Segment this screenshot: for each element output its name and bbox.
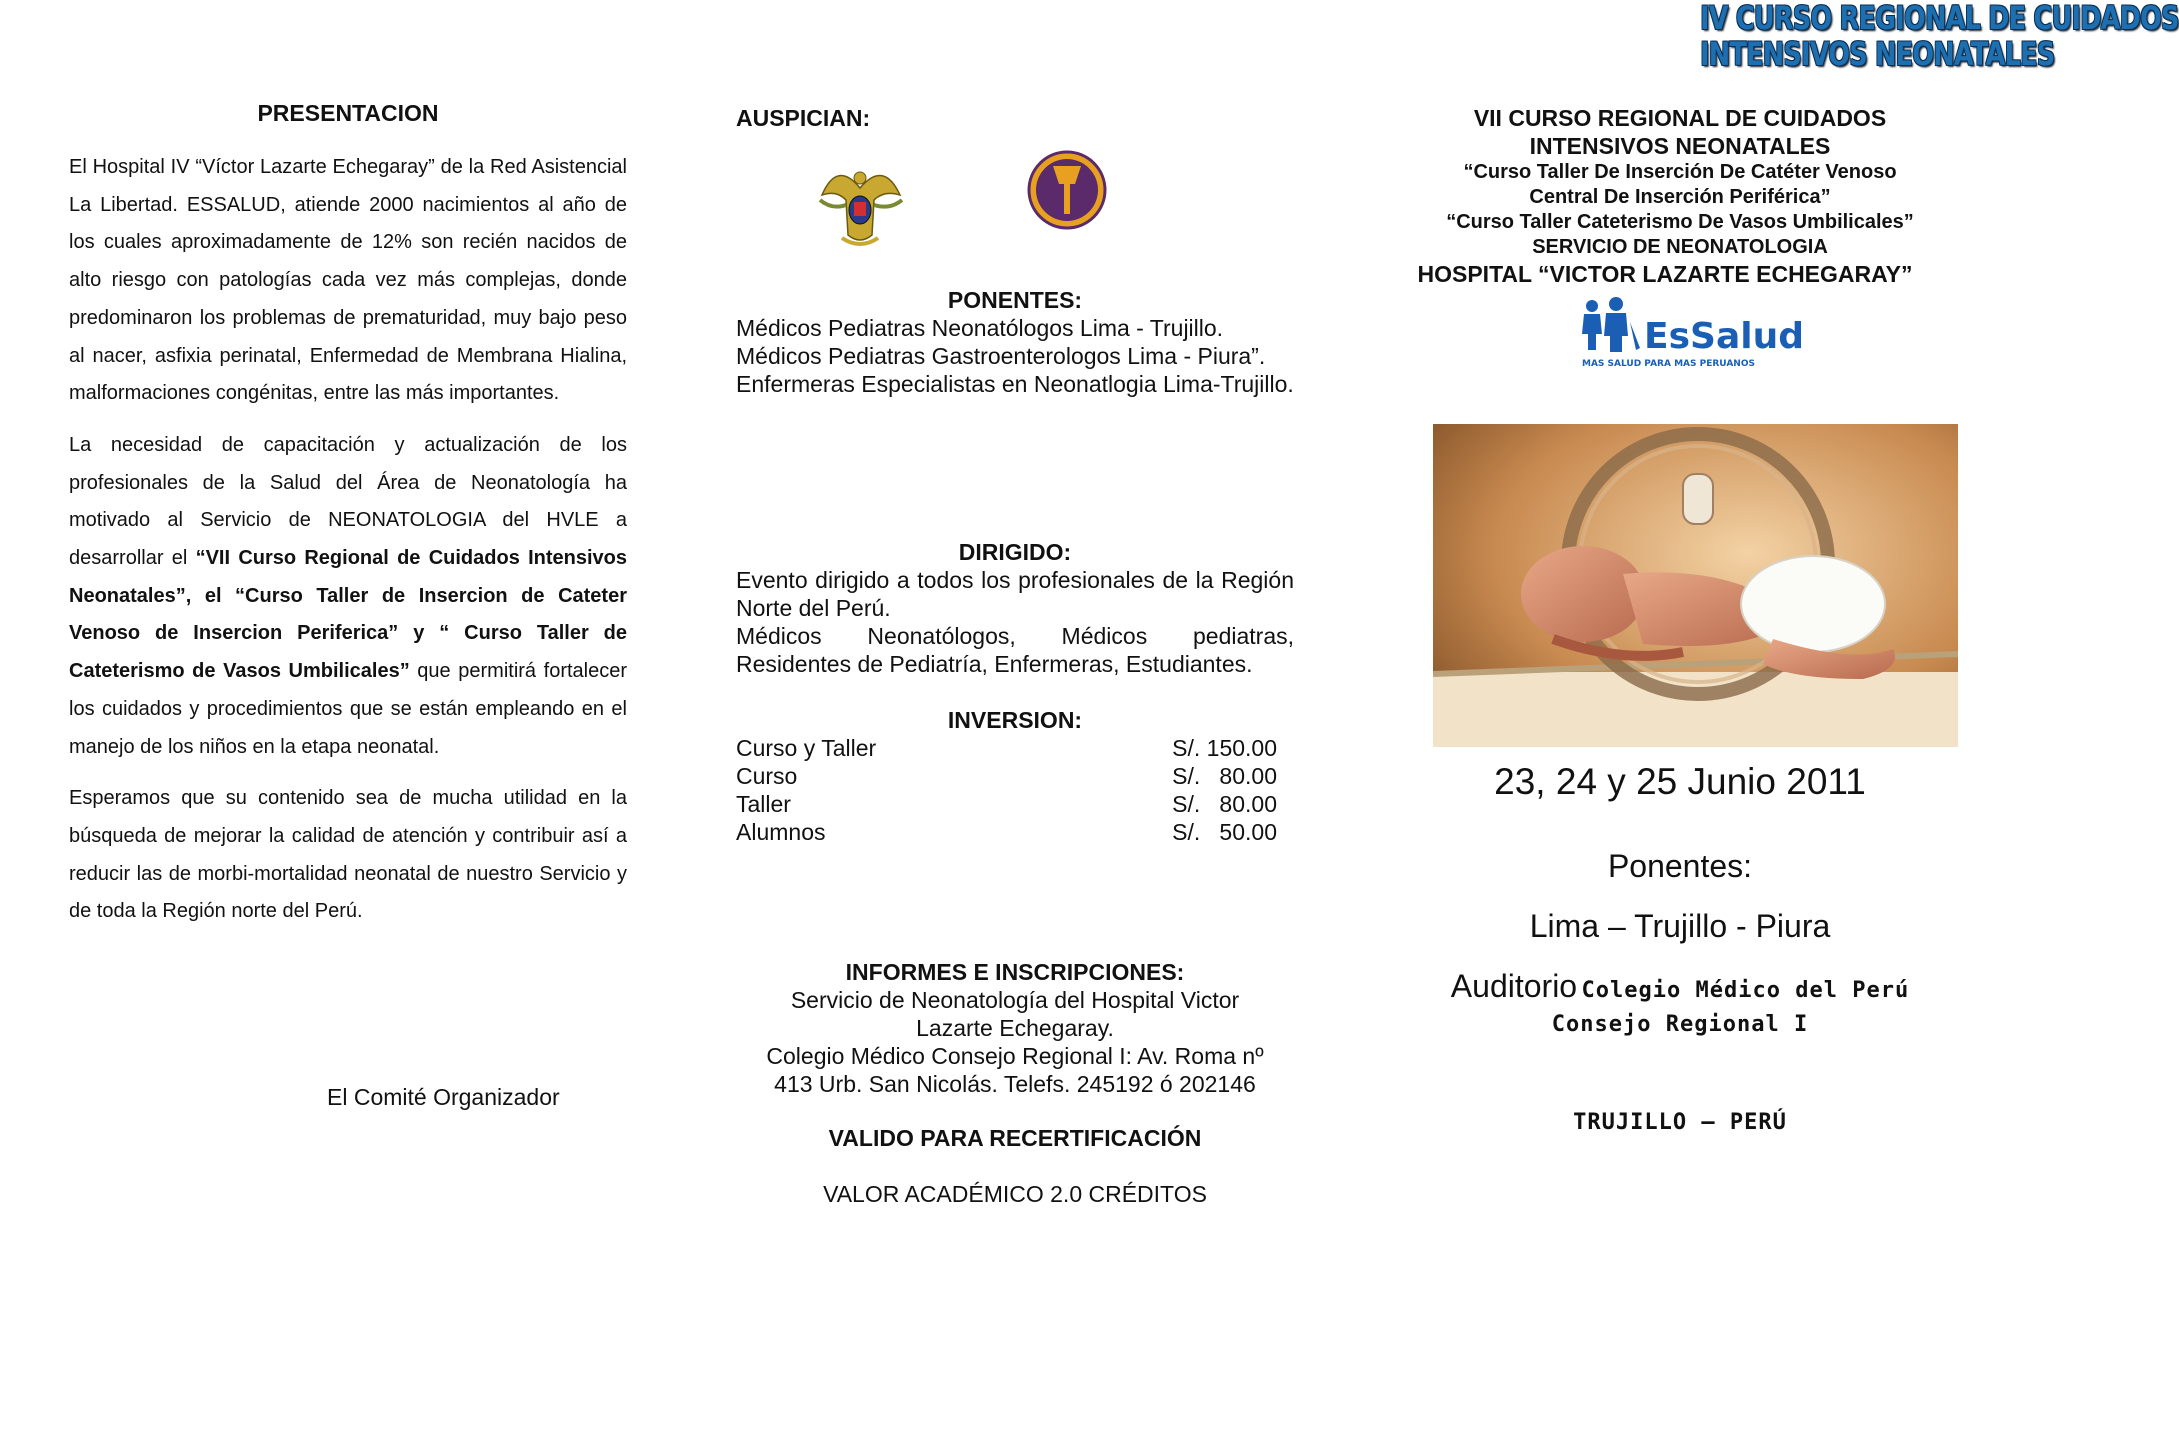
auspician-heading (736, 104, 1294, 132)
presentacion-paragraph-2 (69, 427, 627, 766)
price-value: S/. 80.00 (1172, 791, 1277, 817)
presentacion-paragraph-3: Esperamos que su contenido sea de mucha utilidad en la búsqueda de mejorar la calidad de atención y contribuir así a reducir las de morbi-mortalidad neonatal de nuestro Servicio y de toda la Región norte del Perú. (69, 787, 627, 923)
essalud-tagline: MAS SALUD PARA MAS PERUANOS (1582, 359, 1755, 369)
ponentes-line-2: Médicos Pediatras Gastroenterologos Lima - Piura”. (736, 343, 1266, 369)
inversion-heading: INVERSION: (947, 707, 1083, 733)
informes-heading: INFORMES E INSCRIPCIONES: (845, 959, 1185, 985)
signature: El Comité Organizador (327, 1084, 560, 1110)
ponentes-label: Ponentes: (1607, 848, 1753, 884)
price-label: Curso y Taller (736, 735, 877, 761)
paragraph-2-course-names: “VII Curso Regional de Cuidados Intensivos Neonatales”, el “Curso Taller de Insercion de Cateter Venoso de Insercion Periferica” y “ Curso Taller de Cateterismo de Vasos Umbilicales” (69, 547, 627, 683)
banner-line-1: IV CURSO REGIONAL DE CUIDADOS (1700, 0, 2179, 37)
dirigido-heading: DIRIGIDO: (958, 539, 1072, 565)
essalud-wordmark: EsSalud (1644, 316, 1804, 357)
paragraph-2-end: que permitirá fortalecer los cuidados y procedimientos que se están empleando en el manejo de los niños en la etapa neonatal. (69, 660, 628, 758)
price-row (736, 762, 1277, 790)
auditorio-place-1: Colegio Médico del Perú (1581, 978, 1910, 1003)
price-label: Alumnos (736, 819, 826, 845)
cover-subtitle-2: Central De Inserción Periférica” (1529, 186, 1831, 208)
ponentes-line-1: Médicos Pediatras Neonatólogos Lima - Trujillo. (736, 315, 1224, 341)
presentacion-heading: PRESENTACION (257, 100, 439, 126)
cover-title-line-1: VII CURSO REGIONAL DE CUIDADOS (1473, 105, 1887, 131)
price-value: S/. 80.00 (1172, 763, 1277, 789)
ponentes-line-3: Enfermeras Especialistas en Neonatlogia Lima-Trujillo. (736, 371, 1294, 397)
colegio-medico-seal-icon (1029, 152, 1105, 228)
header-banner (1700, 0, 2179, 73)
auditorio-place-2: Consejo Regional I (1551, 1012, 1809, 1037)
informes-line-2: Lazarte Echegaray. (916, 1015, 1114, 1041)
dirigido-paragraph-1: Evento dirigido a todos los profesionales de la Región Norte del Perú. (736, 567, 1294, 621)
cover-title-line-2: INTENSIVOS NEONATALES (1529, 133, 1831, 159)
event-dates: 23, 24 y 25 Junio 2011 (1494, 761, 1866, 802)
price-row (736, 790, 1277, 818)
informes-line-3: Colegio Médico Consejo Regional I: Av. Roma nº (766, 1043, 1264, 1069)
crest-logo-icon (820, 172, 902, 244)
cover-hospital: HOSPITAL “VICTOR LAZARTE ECHEGARAY” (1417, 261, 1913, 287)
newborn-incubator-photo (1433, 424, 1958, 747)
auditorio-block (1380, 966, 1980, 1006)
people-icon (1582, 297, 1640, 352)
price-value: S/. 150.00 (1172, 735, 1277, 761)
cover-subtitle-1: “Curso Taller De Inserción De Catéter Venoso (1463, 161, 1897, 183)
price-label: Curso (736, 763, 798, 789)
dirigido-section (736, 538, 1294, 678)
presentacion-section (69, 100, 628, 1110)
cover-title-block (1380, 104, 1980, 288)
essalud-logo-svg (1580, 298, 1804, 370)
informes-line-4: 413 Urb. San Nicolás. Telefs. 245192 ó 202146 (774, 1071, 1256, 1097)
banner-line-2: INTENSIVOS NEONATALES (1700, 35, 2055, 73)
auspician-heading-text: AUSPICIAN: (736, 105, 871, 131)
price-row (736, 818, 1277, 846)
informes-section (736, 958, 1294, 1098)
price-row (736, 734, 1277, 762)
inversion-section (736, 706, 1294, 846)
ponentes-section (736, 286, 1294, 398)
ponentes-heading: PONENTES: (947, 287, 1083, 313)
presentacion-paragraph-1: El Hospital IV “Víctor Lazarte Echegaray” de la Red Asistencial La Libertad. ESSALUD, atiende 2000 nacimientos al año de los cuales aproximadamente de 12% son recién nacidos de alto riesgo con patologías cada vez más complejas, donde predominaron los problemas de prematuridad, muy bajo peso al nacer, asfixia perinatal, Enfermedad de Membrana Hialina, malformaciones congénitas, entre las más importantes. (69, 156, 627, 405)
price-value: S/. 50.00 (1172, 819, 1277, 845)
paragraph-2-intro: La necesidad de capacitación y actualización de los profesionales de la Salud del Área de Neonatología ha motivado al Servicio de NEONATOLOGIA del HVLE a desarrollar el (69, 433, 627, 570)
valor-academico: VALOR ACADÉMICO 2.0 CRÉDITOS (823, 1181, 1207, 1207)
city-country: TRUJILLO – PERÚ (1573, 1110, 1787, 1135)
newborn-photo-illustration (1433, 424, 1958, 747)
sponsor-logos (812, 150, 1112, 250)
dirigido-paragraph-2: Médicos Neonatólogos, Médicos pediatras, Residentes de Pediatría, Enfermeras, Estudiantes. (736, 623, 1294, 677)
cover-subtitle-4: SERVICIO DE NEONATOLOGIA (1532, 236, 1828, 258)
sponsor-logos-svg (812, 150, 1112, 250)
ponentes-cities: Lima – Trujillo - Piura (1529, 908, 1831, 944)
auditorio-word: Auditorio (1450, 968, 1578, 1004)
price-label: Taller (736, 791, 791, 817)
essalud-logo (1580, 298, 1804, 370)
valido-recertificacion: VALIDO PARA RECERTIFICACIÓN (828, 1125, 1202, 1151)
cover-subtitle-3: “Curso Taller Cateterismo De Vasos Umbilicales” (1446, 211, 1914, 233)
informes-line-1: Servicio de Neonatología del Hospital Victor (790, 987, 1240, 1013)
